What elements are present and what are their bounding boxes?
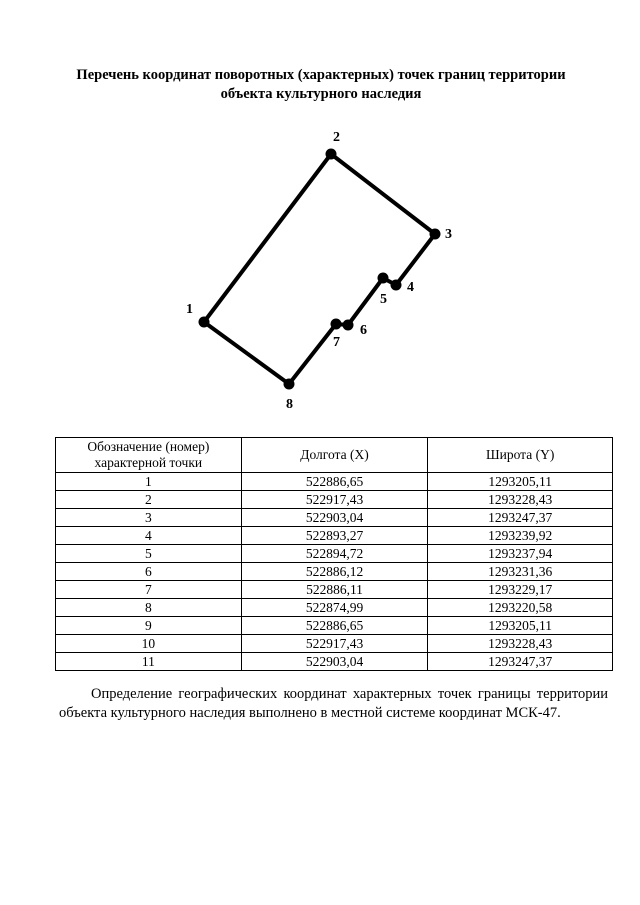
- latitude-cell: 1293247,37: [428, 509, 613, 527]
- latitude-cell: 1293228,43: [428, 635, 613, 653]
- table-row: [56, 581, 613, 599]
- latitude-cell: 1293205,11: [428, 617, 613, 635]
- latitude-cell: 1293228,43: [428, 491, 613, 509]
- point-number-cell: 1: [56, 473, 242, 491]
- column-header-longitude: Долгота (X): [241, 438, 428, 473]
- longitude-cell: 522903,04: [241, 509, 428, 527]
- longitude-cell: 522894,72: [241, 545, 428, 563]
- table-row: [56, 635, 613, 653]
- point-label-2: 2: [333, 130, 340, 145]
- point-number-cell: 2: [56, 491, 242, 509]
- point-number-cell: 8: [56, 599, 242, 617]
- coordinates-table: [55, 437, 613, 671]
- boundary-point-3: [430, 229, 441, 240]
- latitude-cell: 1293205,11: [428, 473, 613, 491]
- table-row: [56, 491, 613, 509]
- latitude-cell: 1293220,58: [428, 599, 613, 617]
- point-label-5: 5: [380, 292, 387, 307]
- point-label-8: 8: [286, 397, 293, 412]
- column-header-latitude: Широта (Y): [428, 438, 613, 473]
- table-header-row: [56, 438, 613, 473]
- table-row: [56, 617, 613, 635]
- longitude-cell: 522917,43: [241, 491, 428, 509]
- latitude-cell: 1293237,94: [428, 545, 613, 563]
- point-label-4: 4: [407, 280, 414, 295]
- latitude-cell: 1293229,17: [428, 581, 613, 599]
- boundary-point-6: [343, 320, 354, 331]
- longitude-cell: 522886,11: [241, 581, 428, 599]
- boundary-point-2: [326, 149, 337, 160]
- latitude-cell: 1293239,92: [428, 527, 613, 545]
- table-row: [56, 545, 613, 563]
- point-label-1: 1: [186, 302, 193, 317]
- table-row: [56, 599, 613, 617]
- point-label-6: 6: [360, 323, 367, 338]
- boundary-point-7: [331, 319, 342, 330]
- latitude-cell: 1293247,37: [428, 653, 613, 671]
- point-label-3: 3: [445, 227, 452, 242]
- title-line-1: Перечень координат поворотных (характерных) точек границ территории: [76, 67, 566, 83]
- table-row: [56, 527, 613, 545]
- point-number-cell: 5: [56, 545, 242, 563]
- longitude-cell: 522874,99: [241, 599, 428, 617]
- latitude-cell: 1293231,36: [428, 563, 613, 581]
- point-number-cell: 9: [56, 617, 242, 635]
- boundary-point-1: [199, 317, 210, 328]
- point-label-7: 7: [333, 335, 340, 350]
- longitude-cell: 522886,65: [241, 617, 428, 635]
- longitude-cell: 522886,12: [241, 563, 428, 581]
- boundary-point-8: [284, 379, 295, 390]
- longitude-cell: 522903,04: [241, 653, 428, 671]
- column-header-point: Обозначение (номер) характерной точки: [56, 438, 242, 473]
- title-line-2: объекта культурного наследия: [220, 86, 422, 102]
- point-number-cell: 7: [56, 581, 242, 599]
- point-number-cell: 10: [56, 635, 242, 653]
- point-number-cell: 11: [56, 653, 242, 671]
- longitude-cell: 522917,43: [241, 635, 428, 653]
- point-number-cell: 4: [56, 527, 242, 545]
- boundary-point-4: [391, 280, 402, 291]
- point-number-cell: 6: [56, 563, 242, 581]
- table-row: [56, 509, 613, 527]
- table-row: [56, 563, 613, 581]
- table-row: [56, 653, 613, 671]
- table-row: [56, 473, 613, 491]
- coordinate-system-note: Определение географических координат характерных точек границы территории объекта культурного наследия выполнено в местной системе координат МСК-47.: [59, 685, 608, 721]
- boundary-point-5: [378, 273, 389, 284]
- boundary-polygon: [204, 154, 435, 384]
- point-number-cell: 3: [56, 509, 242, 527]
- longitude-cell: 522886,65: [241, 473, 428, 491]
- boundary-scheme: [0, 0, 640, 430]
- longitude-cell: 522893,27: [241, 527, 428, 545]
